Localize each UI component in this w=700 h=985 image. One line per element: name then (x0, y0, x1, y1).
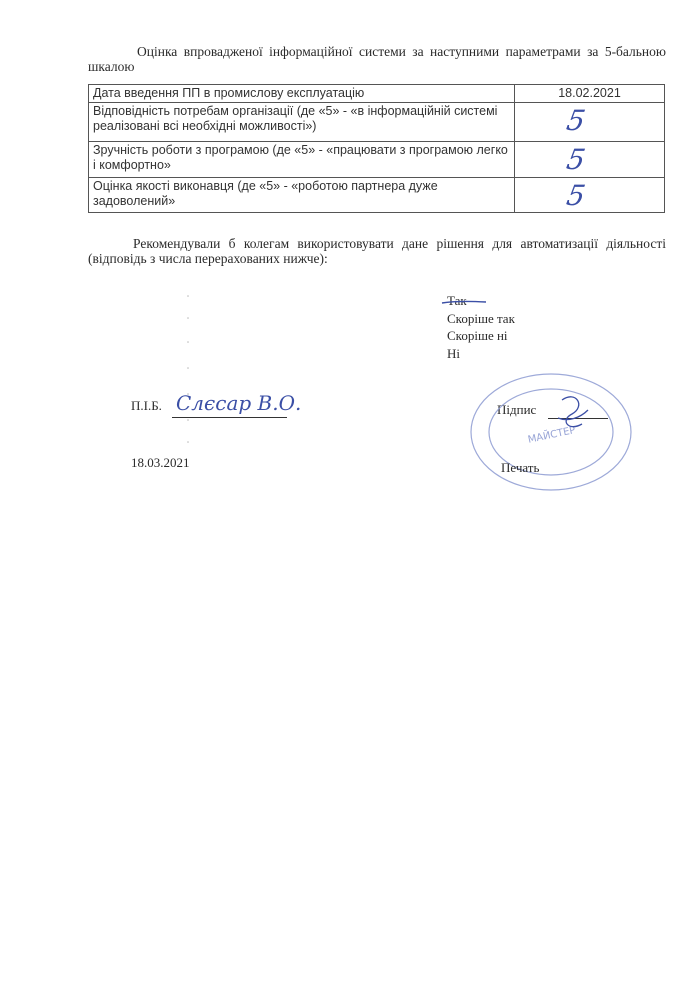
criterion-cell: Оцінка якості виконавця (де «5» - «роботою партнера дуже задоволений» (89, 178, 515, 213)
value-cell (515, 142, 665, 178)
handwritten-name: Слєсар В.О. (176, 391, 302, 415)
svg-text:МАЙСТЕР: МАЙСТЕР (526, 425, 577, 446)
handwritten-score: 5 (564, 143, 588, 176)
criterion-cell: Дата введення ПП в промислову експлуатацію (89, 85, 515, 103)
value-cell (515, 103, 665, 142)
answer-selection-mark (440, 298, 490, 306)
table-row (89, 142, 665, 178)
document-date: 18.03.2021 (131, 455, 190, 470)
value-cell (515, 178, 665, 213)
recommendation-paragraph: Рекомендували б колегам використовувати дане рішення для автоматизації діяльності (відповідь з числа перерахованих нижче): (88, 236, 666, 266)
table-row (89, 178, 665, 213)
table-row (89, 85, 665, 103)
option-rather-yes: Скоріше так (447, 310, 515, 326)
pib-line (172, 417, 287, 418)
option-yes: Так (447, 293, 467, 308)
intro-paragraph: Оцінка впровадженої інформаційної системи за наступними параметрами за 5-бальною шкалою (88, 44, 666, 74)
handwritten-score: 5 (564, 179, 588, 212)
signature-label: Підпис (497, 402, 537, 417)
official-stamp (466, 368, 636, 498)
margin-marks (186, 290, 192, 450)
value-cell: 18.02.2021 (515, 85, 665, 103)
table-row (89, 103, 665, 142)
option-no: Ні (447, 345, 460, 361)
option-rather-no: Скоріше ні (447, 328, 508, 343)
pib-label: П.І.Б. (131, 398, 162, 413)
handwritten-score: 5 (564, 104, 588, 137)
stamp-label: Печать (501, 460, 540, 475)
criterion-cell: Зручність роботи з програмою (де «5» - «працювати з програмою легко і комфортно» (89, 142, 515, 178)
criterion-cell: Відповідність потребам організації (де «5» - «в інформаційній системі реалізовані всі необхідні можливості») (89, 103, 515, 142)
evaluation-table (88, 84, 665, 213)
